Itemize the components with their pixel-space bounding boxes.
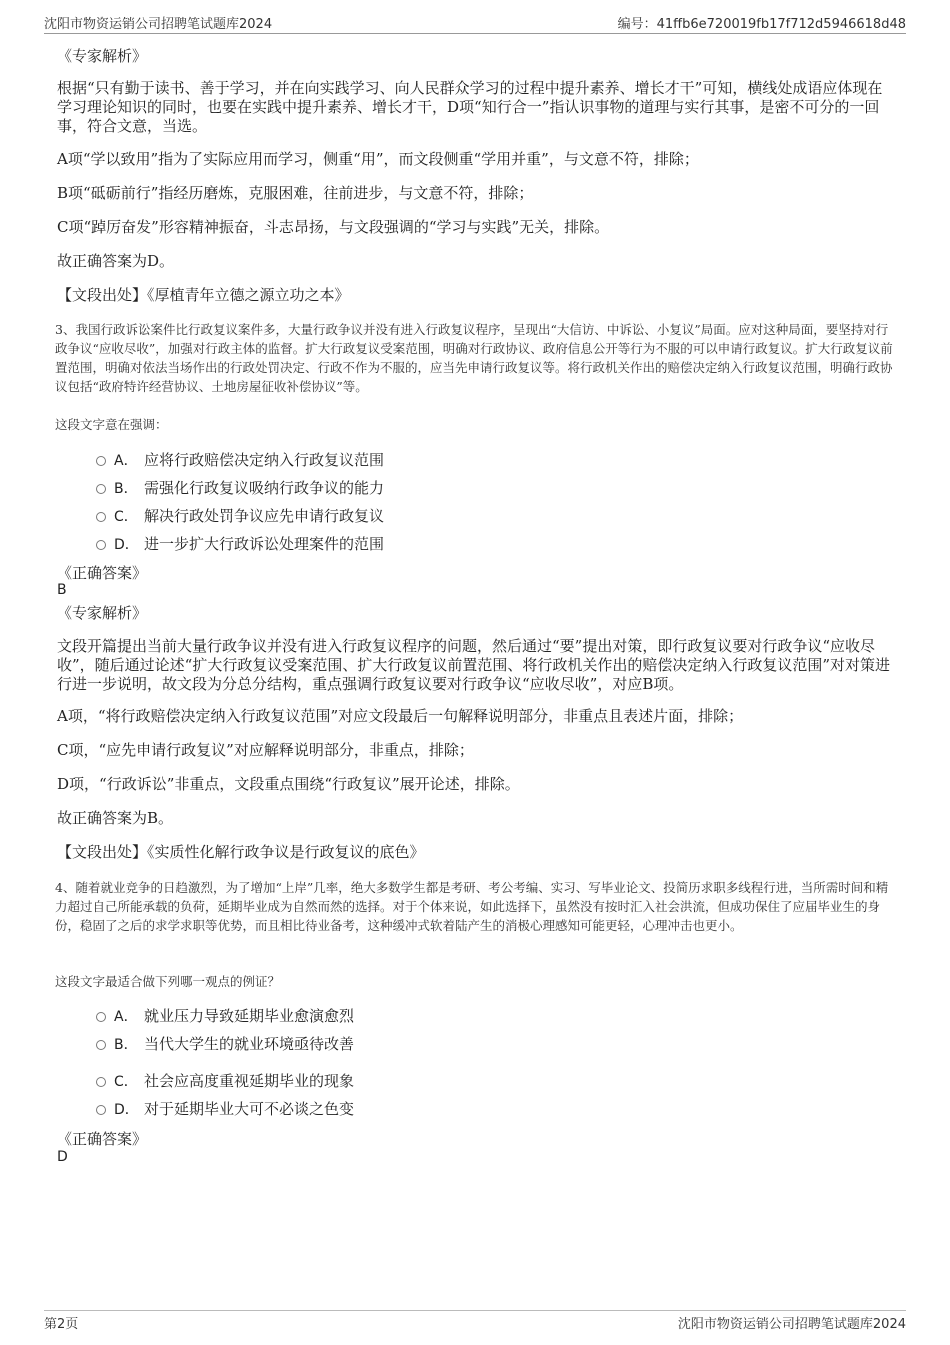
prev-analysis-option-b: B项“砥砺前行”指经历磨炼，克服困难，往前进步，与文意不符，排除； [57, 184, 534, 202]
header-divider [44, 33, 906, 34]
q4-prompt: 这段文字最适合做下列哪一观点的例证？ [55, 974, 281, 989]
q4-answer: D [57, 1149, 68, 1165]
radio-icon[interactable] [96, 1040, 106, 1050]
radio-icon[interactable] [96, 540, 106, 550]
q4-option-c[interactable]: C． 社会应高度重视延期毕业的现象 [96, 1071, 354, 1092]
q3-analysis-paragraph: 文段开篇提出当前大量行政争议并没有进入行政复议程序的问题，然后通过“要”提出对策，即行政复议要对行政争议“应收尽收”，随后通过论述“扩大行政复议受案范围、扩大行政复议前置范围、将行政机关作出的赔偿决定纳入行政复议范围”对对策进行进一步说明，故文段为分总分结构，重点强调行政复议要对行政争议“应收尽收”，对应B项。 [57, 637, 891, 693]
header-title: 沈阳市物资运销公司招聘笔试题库2024 [44, 17, 273, 32]
radio-icon[interactable] [96, 1012, 106, 1022]
prev-analysis-paragraph: 根据“只有勤于读书、善于学习，并在向实践学习、向人民群众学习的过程中提升素养、增长才干”可知，横线处成语应体现在学习理论知识的同时，也要在实践中提升素养、增长才干，D项“知行合一”指认识事物的道理与实行其事，是密不可分的一回事，符合文意，当选。 [57, 79, 883, 135]
q3-option-d[interactable]: D． 进一步扩大行政诉讼处理案件的范围 [96, 534, 384, 555]
q3-analysis-option-a: A项，“将行政赔偿决定纳入行政复议范围”对应文段最后一句解释说明部分，非重点且表述片面，排除； [57, 707, 744, 725]
q3-conclusion: 故正确答案为B。 [57, 809, 174, 827]
q4-option-b[interactable]: B． 当代大学生的就业环境亟待改善 [96, 1034, 354, 1055]
footer-divider [44, 1310, 906, 1311]
radio-icon[interactable] [96, 512, 106, 522]
q3-stem: 3、我国行政诉讼案件比行政复议案件多，大量行政争议并没有进入行政复议程序，呈现出“大信访、中诉讼、小复议”局面。应对这种局面，要坚持对行政争议“应收尽收”，加强对行政主体的监督。扩大行政复议受案范围，明确对行政协议、政府信息公开等行为不服的可以申请行政复议。扩大行政复议前置范围，明确对依法当场作出的行政处罚决定、行政不作为不服的，应当先申请行政复议等。将行政机关作出的赔偿决定纳入行政复议范围，明确行政协议包括“政府特许经营协议、土地房屋征收补偿协议”等。 [55, 322, 893, 394]
page-number: 第2页 [44, 1317, 79, 1332]
q3-analysis-title: 《专家解析》 [57, 604, 148, 622]
q3-option-a[interactable]: A． 应将行政赔偿决定纳入行政复议范围 [96, 450, 384, 471]
radio-icon[interactable] [96, 1077, 106, 1087]
page-header [44, 13, 906, 31]
q4-option-d[interactable]: D． 对于延期毕业大可不必谈之色变 [96, 1099, 354, 1120]
q4-answer-title: 《正确答案》 [57, 1130, 148, 1148]
q4-stem: 4、随着就业竞争的日趋激烈，为了增加“上岸”几率，绝大多数学生都是考研、考公考编、实习、写毕业论文、投简历求职多线程行进，当所需时间和精力超过自己所能承载的负荷，延期毕业成为自然而然的选择。对于个体来说，如此选择下，虽然没有按时汇入社会洪流，但成功保住了应届毕业生的身份，稳固了之后的求学求职等优势，而且相比待业备考，这种缓冲式软着陆产生的消极心理感知可能更轻，心理冲击也更小。 [55, 880, 889, 933]
q3-option-b[interactable]: B． 需强化行政复议吸纳行政争议的能力 [96, 478, 384, 499]
prev-analysis-option-a: A项“学以致用”指为了实际应用而学习，侧重“用”，而文段侧重“学用并重”，与文意不符，排除； [57, 150, 699, 168]
prev-analysis-title: 《专家解析》 [57, 47, 148, 65]
q4-option-a[interactable]: A． 就业压力导致延期毕业愈演愈烈 [96, 1006, 354, 1027]
q3-analysis-option-d: D项，“行政诉讼”非重点，文段重点围绕“行政复议”展开论述，排除。 [57, 775, 520, 793]
footer-title: 沈阳市物资运销公司招聘笔试题库2024 [677, 1317, 906, 1332]
header-id: 编号：41ffb6e720019fb17f712d5946618d48 [617, 17, 906, 32]
prev-analysis-option-c: C项“踔厉奋发”形容精神振奋，斗志昂扬，与文段强调的“学习与实践”无关，排除。 [57, 218, 610, 236]
q3-answer-title: 《正确答案》 [57, 564, 148, 582]
q3-source: 【文段出处】《实质性化解行政争议是行政复议的底色》 [57, 843, 425, 861]
prev-source: 【文段出处】《厚植青年立德之源立功之本》 [57, 286, 350, 304]
prev-conclusion: 故正确答案为D。 [57, 252, 175, 270]
radio-icon[interactable] [96, 456, 106, 466]
q3-answer: B [57, 582, 67, 598]
q3-prompt: 这段文字意在强调： [55, 417, 168, 432]
q3-option-c[interactable]: C． 解决行政处罚争议应先申请行政复议 [96, 506, 384, 527]
q3-analysis-option-c: C项，“应先申请行政复议”对应解释说明部分，非重点，排除； [57, 741, 474, 759]
radio-icon[interactable] [96, 1105, 106, 1115]
radio-icon[interactable] [96, 484, 106, 494]
